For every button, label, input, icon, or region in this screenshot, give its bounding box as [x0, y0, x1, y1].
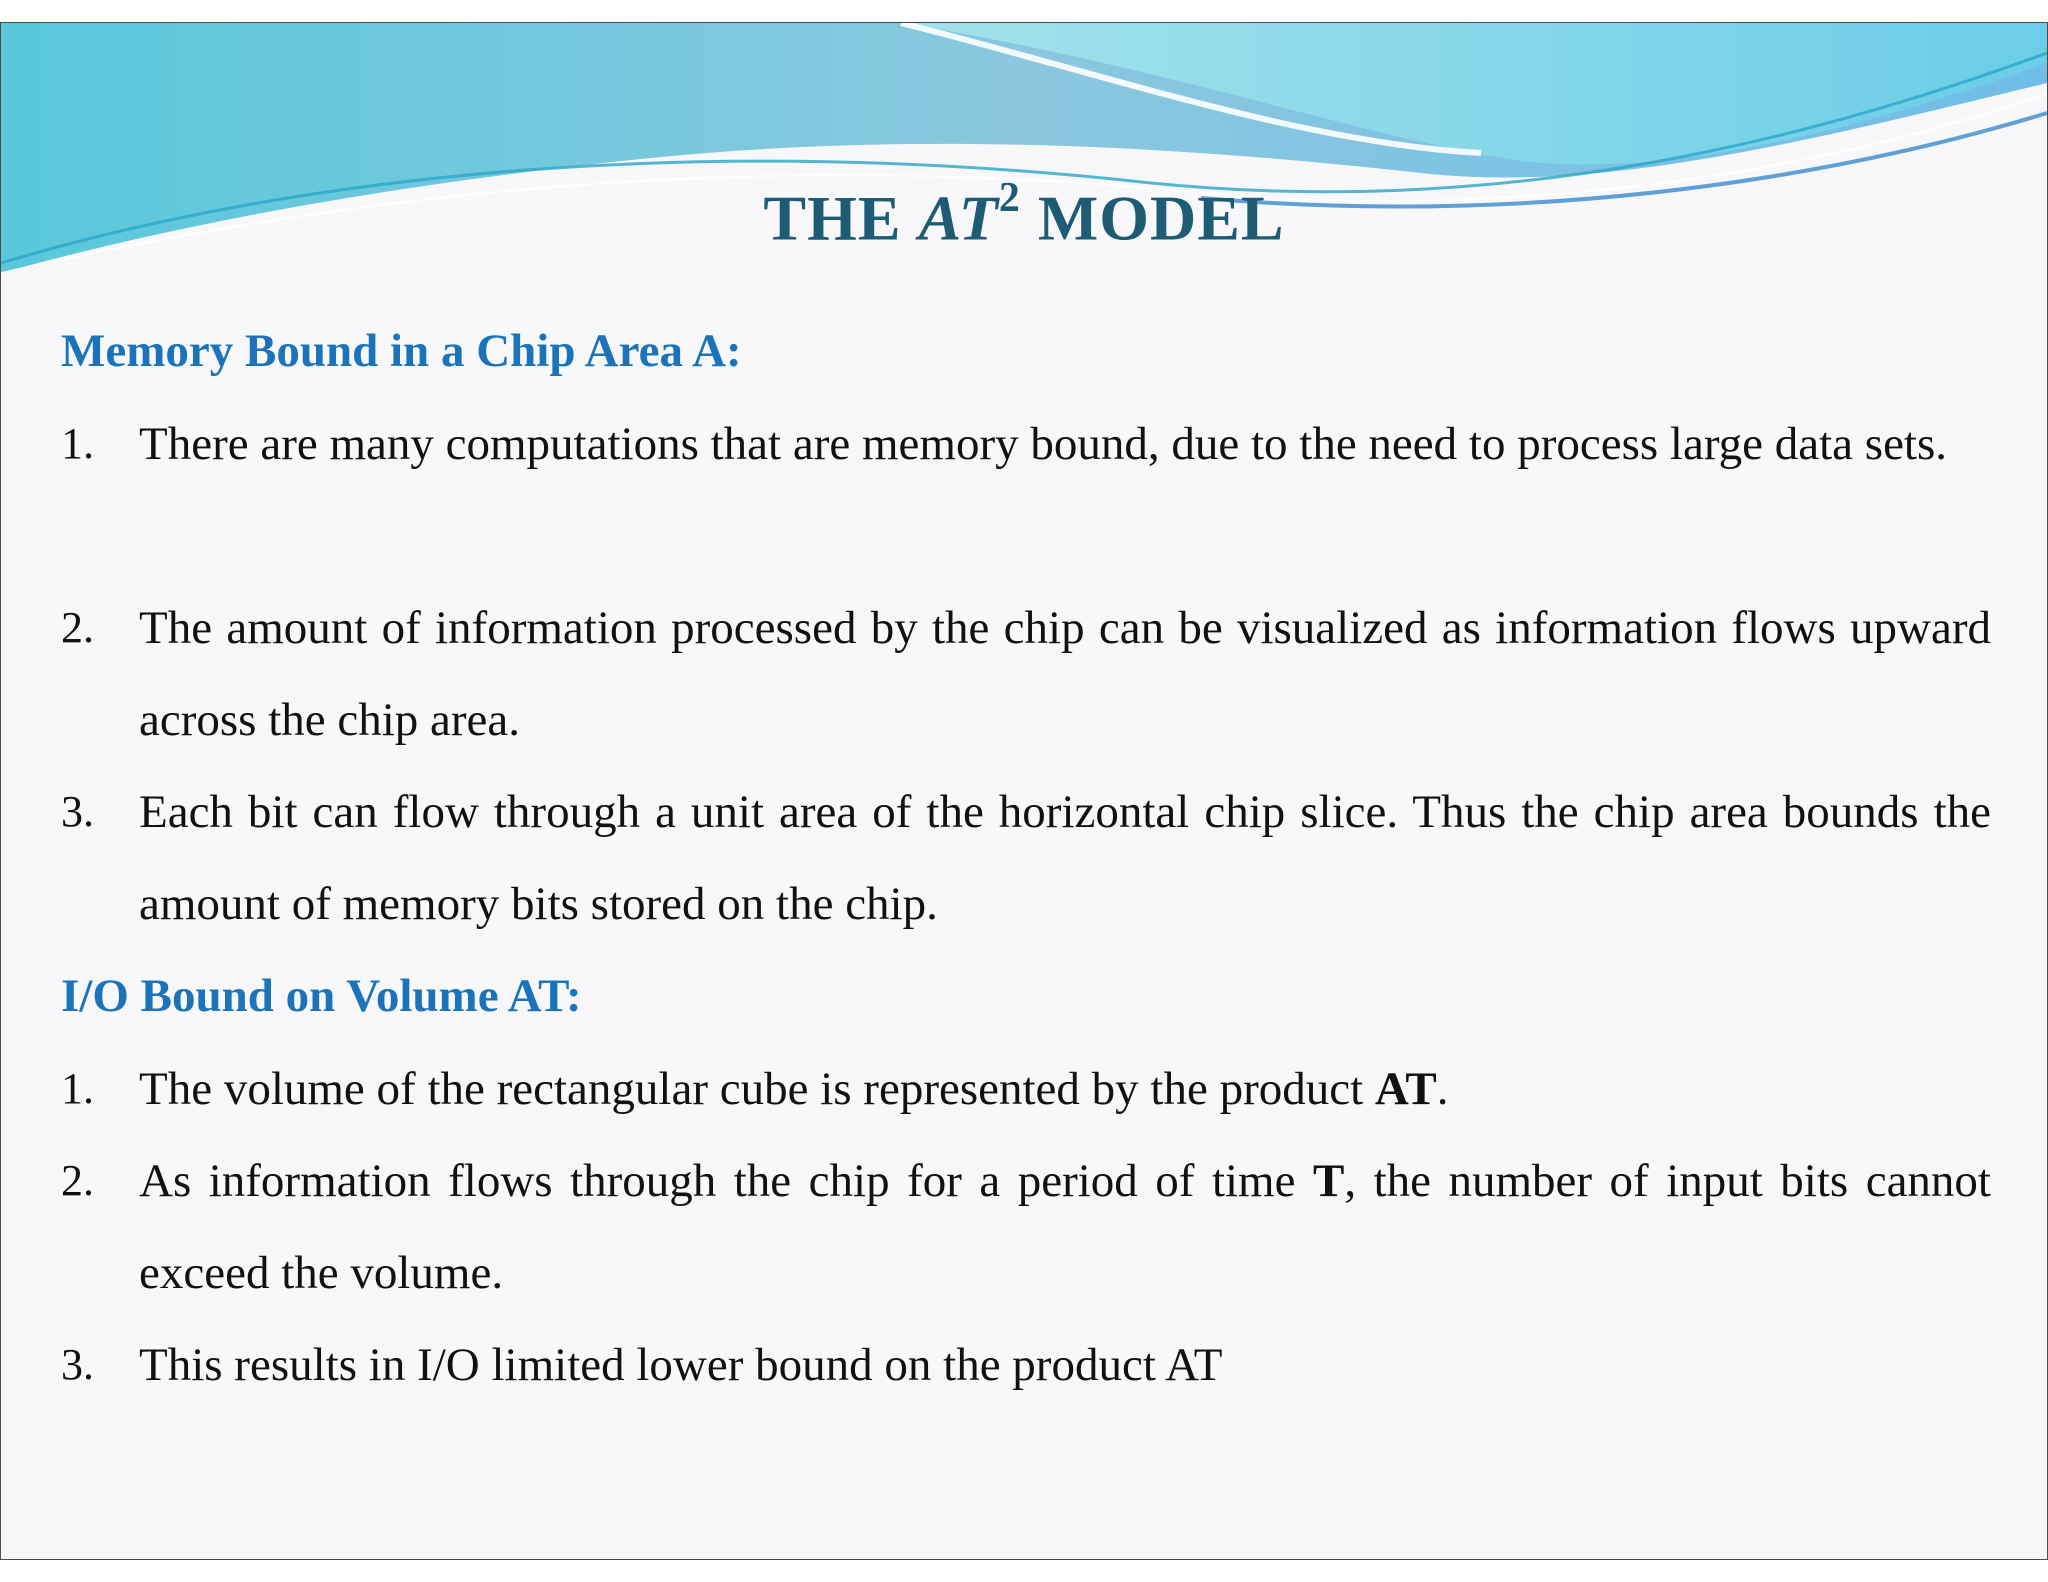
- list-item: 3. This results in I/O limited lower bound on the product AT: [61, 1339, 1223, 1391]
- list-item: 2. The amount of information processed by the chip can be visualized as information flows upward across the chip area.: [61, 602, 1991, 746]
- title-superscript: 2: [998, 175, 1021, 221]
- list-item: 1. There are many computations that are memory bound, due to the need to process large data sets.: [61, 418, 1948, 470]
- section-heading-io-bound: I/O Bound on Volume AT:: [61, 970, 582, 1022]
- list-item: 3. Each bit can flow through a unit area of the horizontal chip slice. Thus the chip area bounds the amount of memory bits stored on the chip.: [61, 786, 1991, 930]
- list-item: 1. The volume of the rectangular cube is represented by the product AT.: [61, 1063, 1449, 1115]
- section-heading-memory-bound: Memory Bound in a Chip Area A:: [61, 325, 742, 377]
- list-item: 2. As information flows through the chip for a period of time T, the number of input bits cannot exceed the volume.: [61, 1155, 1991, 1299]
- title-italic-at: AT: [918, 182, 999, 254]
- slide-title: THE $AT^2$ MODEL: [763, 175, 1285, 254]
- slide: [0, 22, 2048, 1560]
